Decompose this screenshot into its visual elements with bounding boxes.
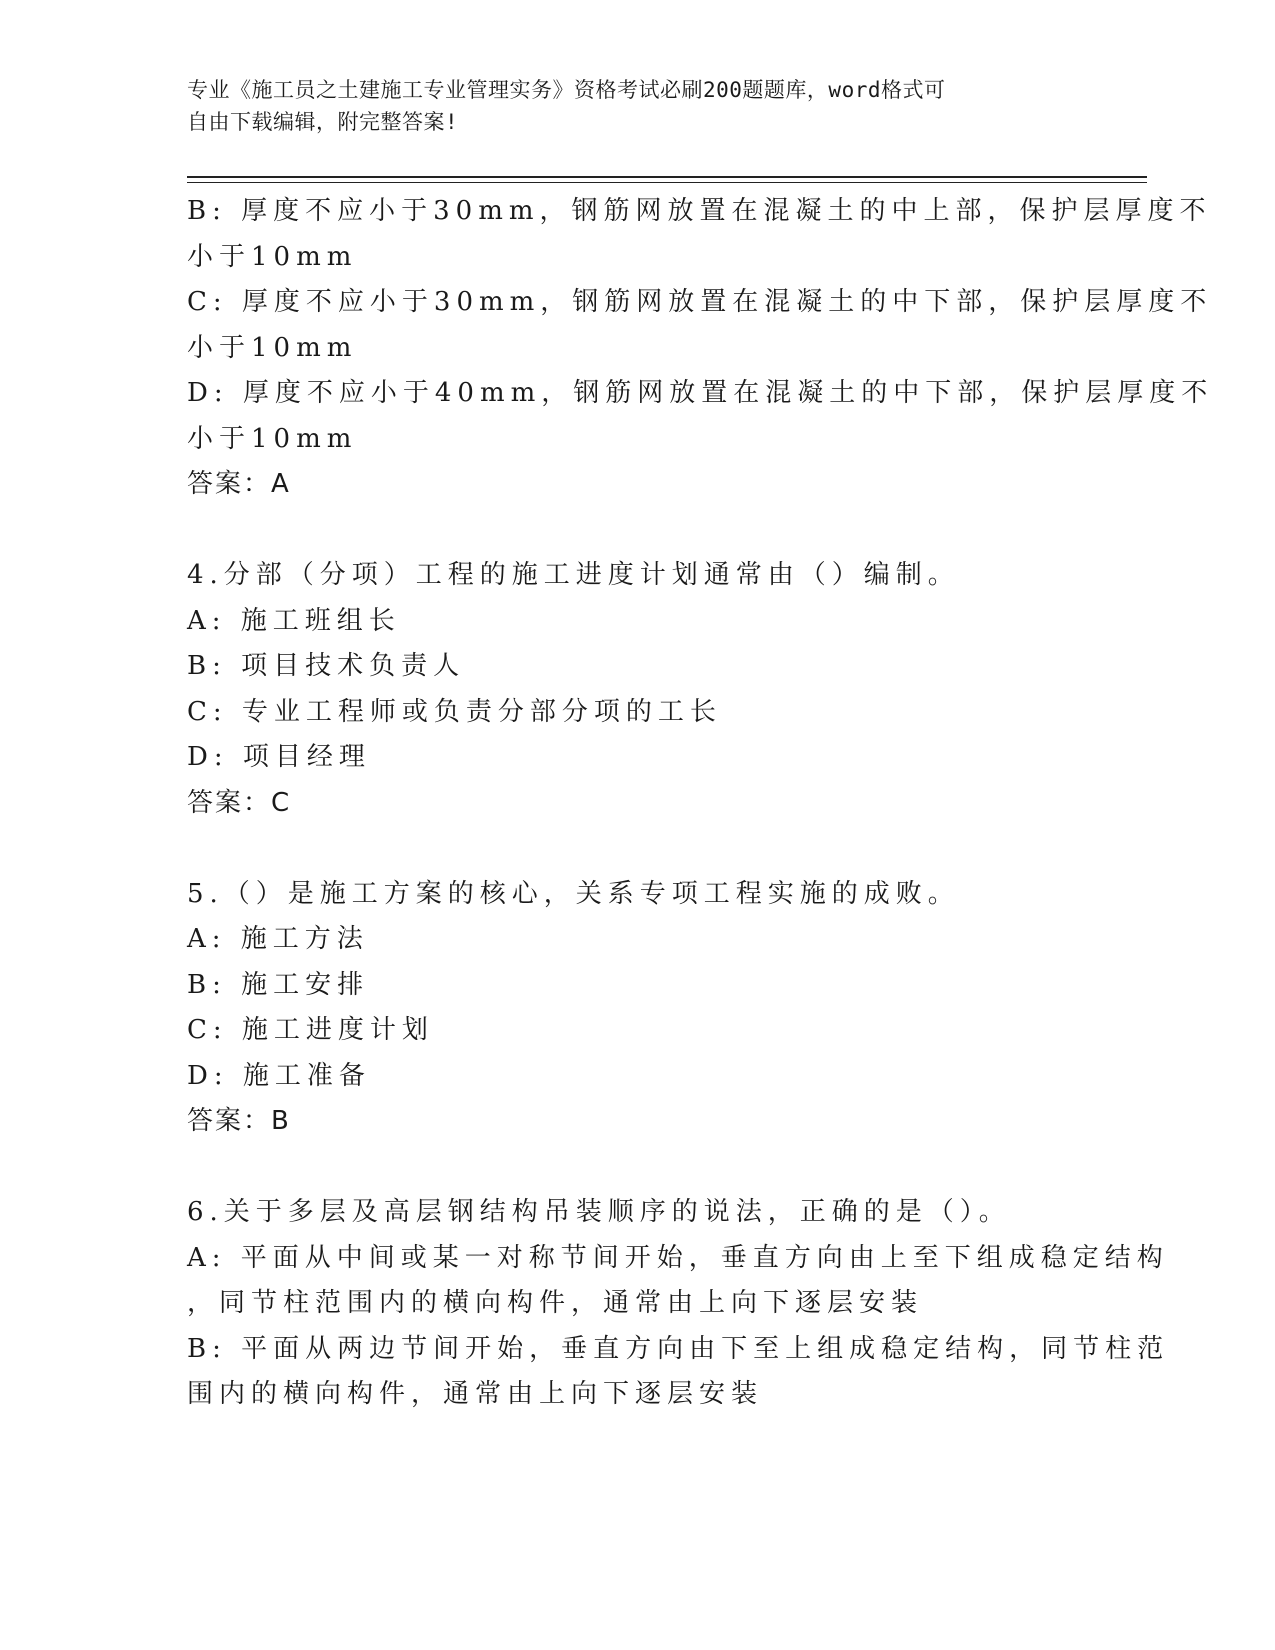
q4-answer: 答案：C bbox=[187, 787, 292, 818]
q5-answer: 答案：B bbox=[187, 1106, 291, 1136]
q4-question: 4.分部（分项）工程的施工进度计划通常由（）编制。 bbox=[187, 560, 960, 590]
question-5 bbox=[187, 872, 1087, 1145]
spacer bbox=[187, 826, 1087, 872]
q6-question: 6.关于多层及高层钢结构吊装顺序的说法，正确的是（）。 bbox=[187, 1197, 1011, 1227]
q5-question: 5.（）是施工方案的核心，关系专项工程实施的成败。 bbox=[187, 878, 960, 909]
spacer bbox=[187, 508, 1087, 554]
question-3-tail bbox=[187, 189, 1214, 508]
question-4 bbox=[187, 553, 1087, 826]
q5-option-a: A: 施工方法 bbox=[187, 924, 369, 954]
q3-option-b-line-2: 小于10mm bbox=[187, 241, 358, 272]
question-list bbox=[187, 189, 1214, 1418]
header-divider-thick bbox=[187, 176, 1147, 178]
q3-answer: 答案：A bbox=[187, 469, 291, 499]
header-line-2: 自由下载编辑，附完整答案! bbox=[187, 110, 459, 134]
q6-option-b-line-1: B: 平面从两边节间开始，垂直方向由下至上组成稳定结构，同节柱范 bbox=[187, 1333, 1170, 1364]
q4-option-d: D: 项目经理 bbox=[187, 742, 371, 772]
header-line-1: 专业《施工员之土建施工专业管理实务》资格考试必刷200题题库，word格式可 bbox=[187, 78, 946, 102]
q5-option-c: C: 施工进度计划 bbox=[187, 1015, 434, 1045]
q3-option-b-line-1: B: 厚度不应小于30mm，钢筋网放置在混凝土的中上部，保护层厚度不 bbox=[187, 196, 1212, 226]
q4-option-b: B: 项目技术负责人 bbox=[187, 651, 466, 681]
header-divider-thin bbox=[187, 182, 1147, 183]
q6-option-a-line-1: A: 平面从中间或某一对称节间开始，垂直方向由上至下组成稳定结构 bbox=[187, 1242, 1169, 1273]
q3-option-d-line-2: 小于10mm bbox=[187, 423, 358, 454]
q5-option-b: B: 施工安排 bbox=[187, 969, 370, 1000]
q3-option-c-line-2: 小于10mm bbox=[187, 332, 358, 363]
q5-option-d: D: 施工准备 bbox=[187, 1060, 371, 1091]
q4-option-c: C: 专业工程师或负责分部分项的工长 bbox=[187, 696, 722, 727]
document-header bbox=[187, 74, 1067, 138]
q3-option-d-line-1: D: 厚度不应小于40mm，钢筋网放置在混凝土的中下部，保护层厚度不 bbox=[187, 378, 1214, 408]
q6-option-a-line-2: ，同节柱范围内的横向构件，通常由上向下逐层安装 bbox=[187, 1288, 924, 1318]
q3-option-c-line-1: C: 厚度不应小于30mm，钢筋网放置在混凝土的中下部，保护层厚度不 bbox=[187, 287, 1213, 317]
q6-option-b-line-2: 围内的横向构件，通常由上向下逐层安装 bbox=[187, 1379, 764, 1409]
question-6 bbox=[187, 1190, 1170, 1418]
q4-option-a: A: 施工班组长 bbox=[187, 605, 401, 636]
spacer bbox=[187, 1145, 1087, 1191]
